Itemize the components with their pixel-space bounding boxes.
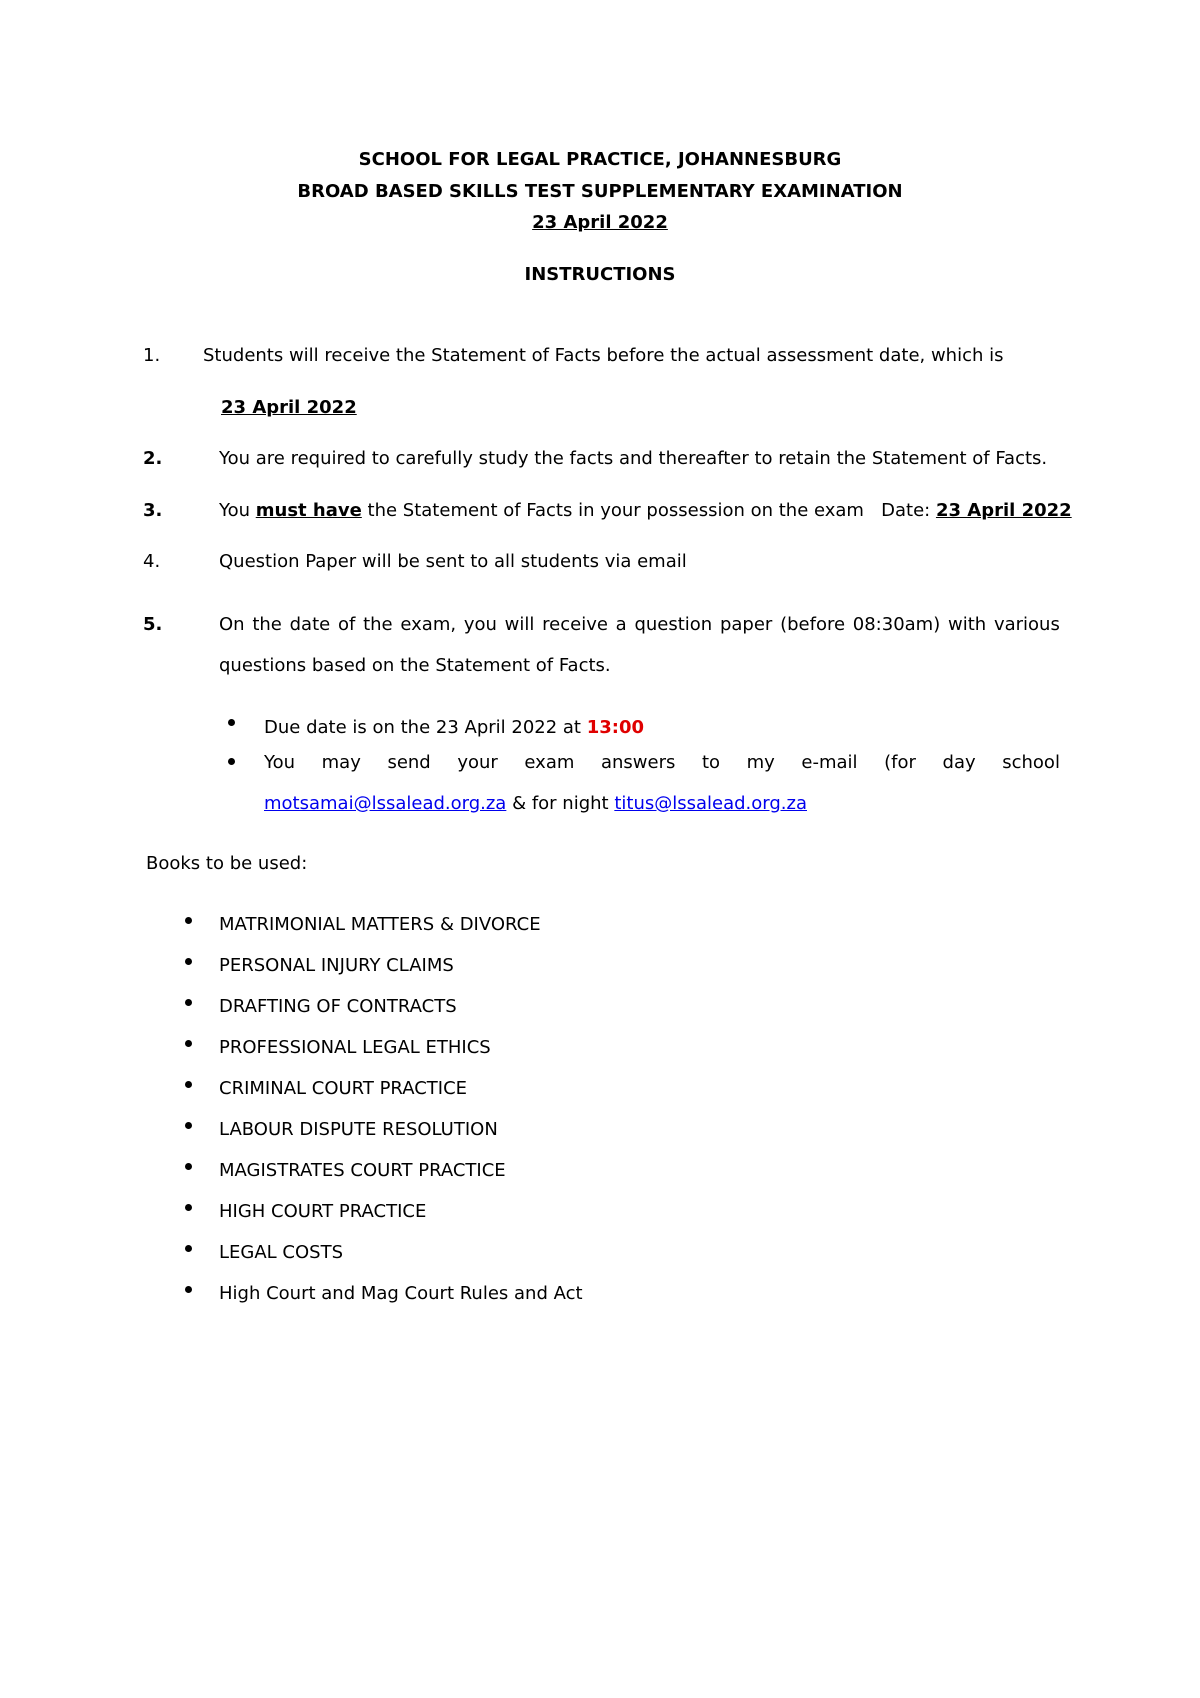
item-5-word: exam,: [400, 614, 457, 635]
item-3-text: [219, 500, 1072, 522]
send-word: school: [1002, 752, 1060, 773]
book-item: HIGH COURT PRACTICE: [219, 1201, 427, 1222]
email-line: [264, 793, 807, 815]
send-word: send: [387, 752, 431, 773]
item-1-date: 23 April 2022: [221, 397, 357, 418]
bullet-icon: [185, 1122, 192, 1129]
send-word: (for: [884, 752, 916, 773]
item-3-date: 23 April 2022: [935, 500, 1072, 521]
item-2-text: You are required to carefully study the facts and thereafter to retain the Statement of Facts.: [219, 448, 1048, 469]
item-4-number: 4.: [143, 551, 161, 572]
send-word: your: [457, 752, 498, 773]
due-time: 13:00: [586, 717, 645, 738]
item-4-text: Question Paper will be sent to all students via email: [219, 551, 687, 572]
due-date-text: Due date is on the 23 April 2022 at: [264, 717, 587, 738]
book-item: PERSONAL INJURY CLAIMS: [219, 955, 454, 976]
item-3-pre: You: [219, 500, 256, 521]
send-word: e-mail: [801, 752, 858, 773]
item-5-word: will: [504, 614, 535, 635]
item-3-must-have: must have: [255, 500, 362, 521]
book-item: MAGISTRATES COURT PRACTICE: [219, 1160, 506, 1181]
item-5-word: (before: [780, 614, 846, 635]
item-5-word: the: [252, 614, 282, 635]
school-title: SCHOOL FOR LEGAL PRACTICE, JOHANNESBURG: [358, 149, 842, 170]
item-5-word: you: [463, 614, 497, 635]
bullet-icon: [185, 958, 192, 965]
send-answers-line: [264, 752, 1060, 774]
item-5-word: On: [219, 614, 245, 635]
item-5-word: date: [289, 614, 331, 635]
due-date-line: [264, 717, 644, 739]
item-1-text: Students will receive the Statement of Facts before the actual assessment date, which is: [203, 345, 1004, 366]
bullet-icon: [185, 999, 192, 1006]
send-word: my: [746, 752, 775, 773]
item-5-word: the: [363, 614, 393, 635]
item-5-word: 08:30am): [852, 614, 941, 635]
instructions-heading: INSTRUCTIONS: [524, 264, 676, 285]
exam-title: BROAD BASED SKILLS TEST SUPPLEMENTARY EXAMINATION: [297, 181, 903, 202]
bullet-icon: [228, 758, 235, 765]
bullet-icon: [185, 1040, 192, 1047]
item-5-word: with: [948, 614, 987, 635]
item-5-word: question: [634, 614, 713, 635]
day-school-email-link[interactable]: motsamai@lssalead.org.za: [264, 793, 507, 814]
book-item: LABOUR DISPUTE RESOLUTION: [219, 1119, 498, 1140]
item-5-word: of: [337, 614, 356, 635]
item-5-line1: [219, 614, 1060, 636]
bullet-icon: [185, 1286, 192, 1293]
book-item: MATRIMONIAL MATTERS & DIVORCE: [219, 914, 541, 935]
bullet-icon: [185, 1081, 192, 1088]
send-word: to: [701, 752, 721, 773]
item-3-mid: the Statement of Facts in your possession on the exam Date:: [361, 500, 936, 521]
bullet-icon: [185, 1204, 192, 1211]
exam-date: 23 April 2022: [532, 212, 668, 233]
bullet-icon: [228, 719, 235, 726]
item-5-word: various: [993, 614, 1060, 635]
item-3-number: 3.: [143, 500, 163, 521]
bullet-icon: [185, 1163, 192, 1170]
book-item: DRAFTING OF CONTRACTS: [219, 996, 457, 1017]
send-word: day: [942, 752, 976, 773]
book-item: LEGAL COSTS: [219, 1242, 343, 1263]
send-word: You: [264, 752, 296, 773]
book-item: CRIMINAL COURT PRACTICE: [219, 1078, 468, 1099]
item-5-word: receive: [542, 614, 608, 635]
bullet-icon: [185, 1245, 192, 1252]
book-item: High Court and Mag Court Rules and Act: [219, 1283, 583, 1304]
item-5-line2: questions based on the Statement of Facts.: [219, 655, 611, 676]
send-word: exam: [524, 752, 575, 773]
item-5-word: paper: [719, 614, 773, 635]
night-text: & for night: [506, 793, 615, 814]
item-1-number: 1.: [143, 345, 161, 366]
item-5-word: a: [615, 614, 627, 635]
item-5-number: 5.: [143, 614, 163, 635]
night-school-email-link[interactable]: titus@lssalead.org.za: [614, 793, 807, 814]
book-item: PROFESSIONAL LEGAL ETHICS: [219, 1037, 491, 1058]
bullet-icon: [185, 917, 192, 924]
send-word: may: [321, 752, 361, 773]
item-2-number: 2.: [143, 448, 163, 469]
send-word: answers: [600, 752, 676, 773]
books-heading: Books to be used:: [146, 853, 308, 874]
